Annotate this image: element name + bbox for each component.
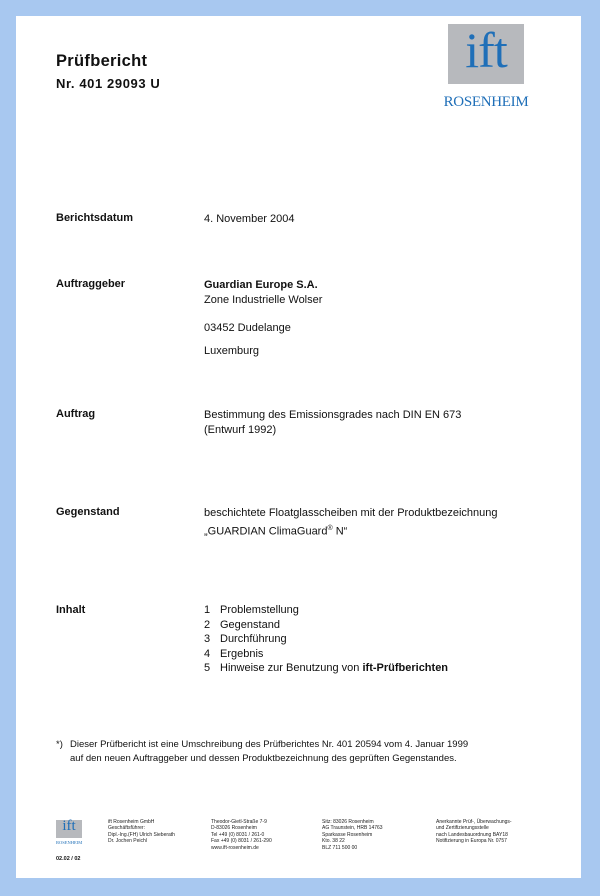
report-date-value: 4. November 2004 xyxy=(204,213,295,225)
footer-line: und Zertifizierungsstelle xyxy=(436,825,489,832)
footer-line: Theodor-Gietl-Straße 7-9 xyxy=(211,819,267,825)
form-code: 02.02 / 02 xyxy=(56,856,81,862)
footer-line: Notifizierung in Europa Nr. 0757 xyxy=(436,838,507,845)
report-page xyxy=(16,16,581,878)
report-number: Nr. 401 29093 U xyxy=(56,76,161,91)
client-label: Auftraggeber xyxy=(56,278,126,290)
contents-list xyxy=(204,604,448,677)
report-date-label: Berichtsdatum xyxy=(56,212,134,224)
footnote-line-1: Dieser Prüfbericht ist eine Umschreibung des Prüfberichtes Nr. 401 20594 vom 4. Januar 1999 xyxy=(70,739,469,750)
item-text xyxy=(220,662,448,677)
order-line-2: (Entwurf 1992) xyxy=(204,424,277,436)
footer-logo-mark xyxy=(56,820,82,838)
footer-company-info xyxy=(108,819,175,845)
footer-logo-text: ift xyxy=(62,818,76,834)
item-text: Durchführung xyxy=(220,633,287,645)
ift-logo xyxy=(443,22,529,116)
item-number: 3 xyxy=(204,633,211,645)
client-country: Luxemburg xyxy=(204,345,260,357)
footer-line: Sitz: 83026 Rosenheim xyxy=(322,819,374,825)
list-item xyxy=(204,648,448,663)
footer-accreditation-info xyxy=(436,819,512,845)
item-number: 1 xyxy=(204,604,211,616)
item-text-bold: ift-Prüfberichten xyxy=(362,662,449,674)
footer-line: AG Traunstein, HRB 14763 xyxy=(322,825,383,832)
footer-line: Kto. 38 22 xyxy=(322,838,345,845)
list-item xyxy=(204,633,448,648)
item-number: 2 xyxy=(204,618,211,631)
item-text: Gegenstand xyxy=(220,618,280,631)
list-item xyxy=(204,604,448,619)
ift-logo-mark xyxy=(448,24,524,84)
contents-label: Inhalt xyxy=(56,604,86,616)
subject-label: Gegenstand xyxy=(56,506,120,518)
client-postcode-city: 03452 Dudelange xyxy=(204,322,291,334)
ift-logo-text: ift xyxy=(465,22,507,78)
footer-line: BLZ 711 500 00 xyxy=(322,844,358,851)
subject-line-2 xyxy=(204,521,347,540)
footer-line: Geschäftsführer: xyxy=(108,825,145,832)
list-item xyxy=(204,662,448,677)
subject-line-1: beschichtete Floatglasscheiben mit der Produktbezeichnung xyxy=(204,507,498,519)
item-text: Ergebnis xyxy=(220,647,264,660)
footer-logo-city: ROSENHEIM xyxy=(56,840,83,845)
order-line-1: Bestimmung des Emissionsgrades nach DIN EN 673 xyxy=(204,409,462,421)
footer-line: Anerkannte Prüf-, Überwachungs- xyxy=(436,819,512,825)
footer-address-info xyxy=(211,819,272,851)
footer-line: ift Rosenheim GmbH xyxy=(108,819,155,825)
footer-line: Fax +49 (0) 8031 / 261-290 xyxy=(211,838,272,845)
subject-product-suffix: N“ xyxy=(332,525,348,538)
footnote-mark: *) xyxy=(56,739,63,750)
footer-ift-logo xyxy=(56,820,82,850)
footer-line: Dipl.-Ing.(FH) Ulrich Sieberath xyxy=(108,831,175,838)
footnote-line-2: auf den neuen Auftraggeber und dessen Produktbezeichnung des geprüften Gegenstandes. xyxy=(70,753,457,764)
footer-registry-info xyxy=(322,819,383,851)
footer-line: Dr. Jochen Peichl xyxy=(108,838,147,845)
item-number: 4 xyxy=(204,647,211,660)
ift-logo-city: ROSENHEIM xyxy=(443,94,529,110)
subject-product-prefix: „GUARDIAN ClimaGuard xyxy=(204,525,328,538)
client-company: Guardian Europe S.A. xyxy=(204,279,318,291)
footer-line: www.ift-rosenheim.de xyxy=(211,844,259,851)
report-title: Prüfbericht xyxy=(56,52,148,70)
item-text-prefix: Hinweise zur Benutzung von xyxy=(220,662,363,674)
item-number: 5 xyxy=(204,662,211,674)
order-label: Auftrag xyxy=(56,408,96,420)
client-address-line: Zone Industrielle Wolser xyxy=(204,294,323,306)
footer-line: Tel +49 (0) 8031 / 261-0 xyxy=(211,831,265,838)
footer-line: D-83026 Rosenheim xyxy=(211,825,257,832)
footer-line: nach Landesbauordnung BAY18 xyxy=(436,831,508,838)
footer-line: Sparkasse Rosenheim xyxy=(322,831,373,838)
item-text: Problemstellung xyxy=(220,604,299,616)
registered-mark: ® xyxy=(327,525,333,532)
list-item xyxy=(204,619,448,634)
